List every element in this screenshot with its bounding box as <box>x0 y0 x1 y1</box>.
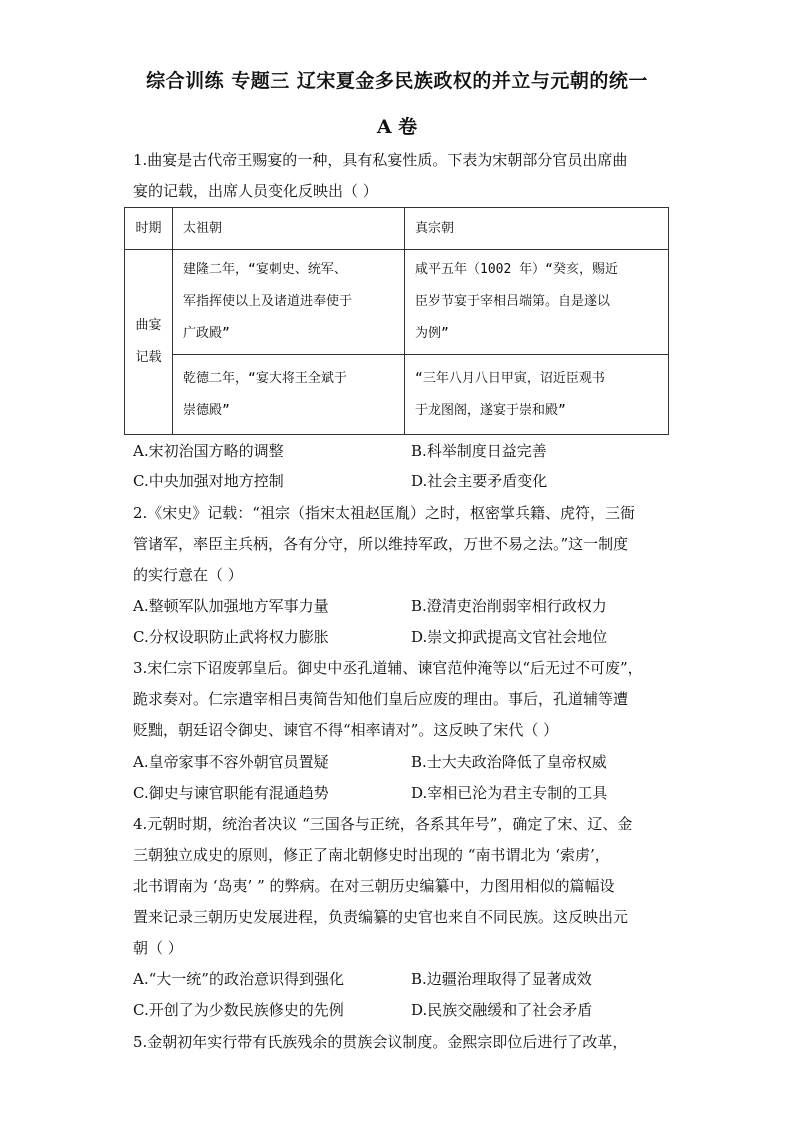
table-header-zhenzong: 真宗朝 <box>405 208 669 250</box>
cell-line: 臣岁节宴于宰相吕端第。自是遂以 <box>415 294 611 309</box>
q3-stem-line-1: 3.宋仁宗下诏废郭皇后。御史中丞孔道辅、谏官范仲淹等以“后无过不可废”， <box>133 659 643 677</box>
cell-line: 军指挥使以上及诸道进奉使于 <box>183 294 353 309</box>
q1-option-b: B.科举制度日益完善 <box>411 442 547 460</box>
q3-stem-line-3: 贬黜，朝廷诏令御史、谏官不得“相率请对”。这反映了宋代（ ） <box>133 721 559 739</box>
q1-option-a: A.宋初治国方略的调整 <box>133 442 284 460</box>
row-label-line-1: 曲宴 <box>135 318 162 333</box>
cell-line: “三年八月八日甲寅，诏近臣观书 <box>415 370 605 386</box>
q1-stem-line-1: 1.曲宴是古代帝王赐宴的一种，具有私宴性质。下表为宋朝部分官员出席曲 <box>133 151 628 169</box>
q1-table <box>124 207 669 435</box>
cell-line: 于龙图阁，遂宴于崇和殿” <box>415 402 566 418</box>
q1-option-d: D.社会主要矛盾变化 <box>411 472 548 490</box>
cell-line: 建隆二年，“宴刺史、统军、 <box>183 262 347 277</box>
cell-line: 为例” <box>415 326 449 341</box>
page-title: 综合训练 专题三 辽宋夏金多民族政权的并立与元朝的统一 <box>146 70 648 92</box>
cell-line: 咸平五年（1002 年）“癸亥，赐近 <box>415 262 618 277</box>
q4-option-a: A.“大一统”的政治意识得到强化 <box>133 970 344 988</box>
q2-option-a: A.整顿军队加强地方军事力量 <box>133 597 329 615</box>
table-cell-zhenzong-1 <box>405 250 669 355</box>
q4-stem-line-4: 置来记录三朝历史发展进程，负责编纂的史官也来自不同民族。这反映出元 <box>133 908 629 926</box>
q3-option-c: C.御史与谏官职能有混通趋势 <box>133 784 329 802</box>
q4-option-b: B.边疆治理取得了显著成效 <box>411 970 592 988</box>
table-header-taizu: 太祖朝 <box>173 208 405 250</box>
page-subtitle: A 卷 <box>376 116 418 138</box>
q3-option-b: B.士大夫政治降低了皇帝权威 <box>411 753 607 771</box>
q2-stem-line-1: 2.《宋史》记载：“祖宗（指宋太祖赵匡胤）之时，枢密掌兵籍、虎符，三衙 <box>133 504 635 522</box>
q4-stem-line-5: 朝（ ） <box>133 939 183 957</box>
q1-stem-line-2: 宴的记载，出席人员变化反映出（ ） <box>133 182 378 200</box>
table-cell-taizu-1 <box>173 250 405 355</box>
table-row-label <box>125 250 173 435</box>
q5-stem-line-1: 5.金朝初年实行带有氏族残余的贯族会议制度。金熙宗即位后进行了改革， <box>133 1033 628 1051</box>
q3-stem-line-2: 跪求奏对。仁宗遣宰相吕夷简告知他们皇后应废的理由。事后，孔道辅等遭 <box>133 690 629 708</box>
q4-stem-line-3: 北书谓南为 ‘岛夷’ ” 的弊病。在对三朝历史编纂中，力图用相似的篇幅设 <box>133 877 615 895</box>
q4-option-d: D.民族交融缓和了社会矛盾 <box>411 1001 593 1019</box>
cell-line: 广政殿” <box>183 326 230 341</box>
q3-option-d: D.宰相已沦为君主专制的工具 <box>411 784 608 802</box>
q4-option-c: C.开创了为少数民族修史的先例 <box>133 1001 344 1019</box>
row-label-line-2: 记载 <box>135 350 162 365</box>
cell-line: 乾德二年，“宴大将王全斌于 <box>183 370 347 386</box>
q2-option-b: B.澄清吏治削弱宰相行政权力 <box>411 597 607 615</box>
q2-option-d: D.崇文抑武提高文官社会地位 <box>411 628 608 646</box>
cell-line: 崇德殿” <box>183 402 230 418</box>
q2-stem-line-3: 的实行意在（ ） <box>133 566 243 584</box>
table-header-period: 时期 <box>125 208 173 250</box>
q2-option-c: C.分权设职防止武将权力膨胀 <box>133 628 329 646</box>
q1-option-c: C.中央加强对地方控制 <box>133 472 284 490</box>
q4-stem-line-2: 三朝独立成史的原则，修正了南北朝修史时出现的 “南书谓北为 ‘索虏’， <box>133 846 610 864</box>
table-cell-zhenzong-2 <box>405 355 669 435</box>
q3-option-a: A.皇帝家事不容外朝官员置疑 <box>133 753 329 771</box>
q2-stem-line-2: 管诸军，率臣主兵柄，各有分守，所以维持军政，万世不易之法。”这一制度 <box>133 535 629 553</box>
q4-stem-line-1: 4.元朝时期，统治者决议 “三国各与正统，各系其年号”，确定了宋、辽、金 <box>133 815 633 833</box>
table-cell-taizu-2 <box>173 355 405 435</box>
